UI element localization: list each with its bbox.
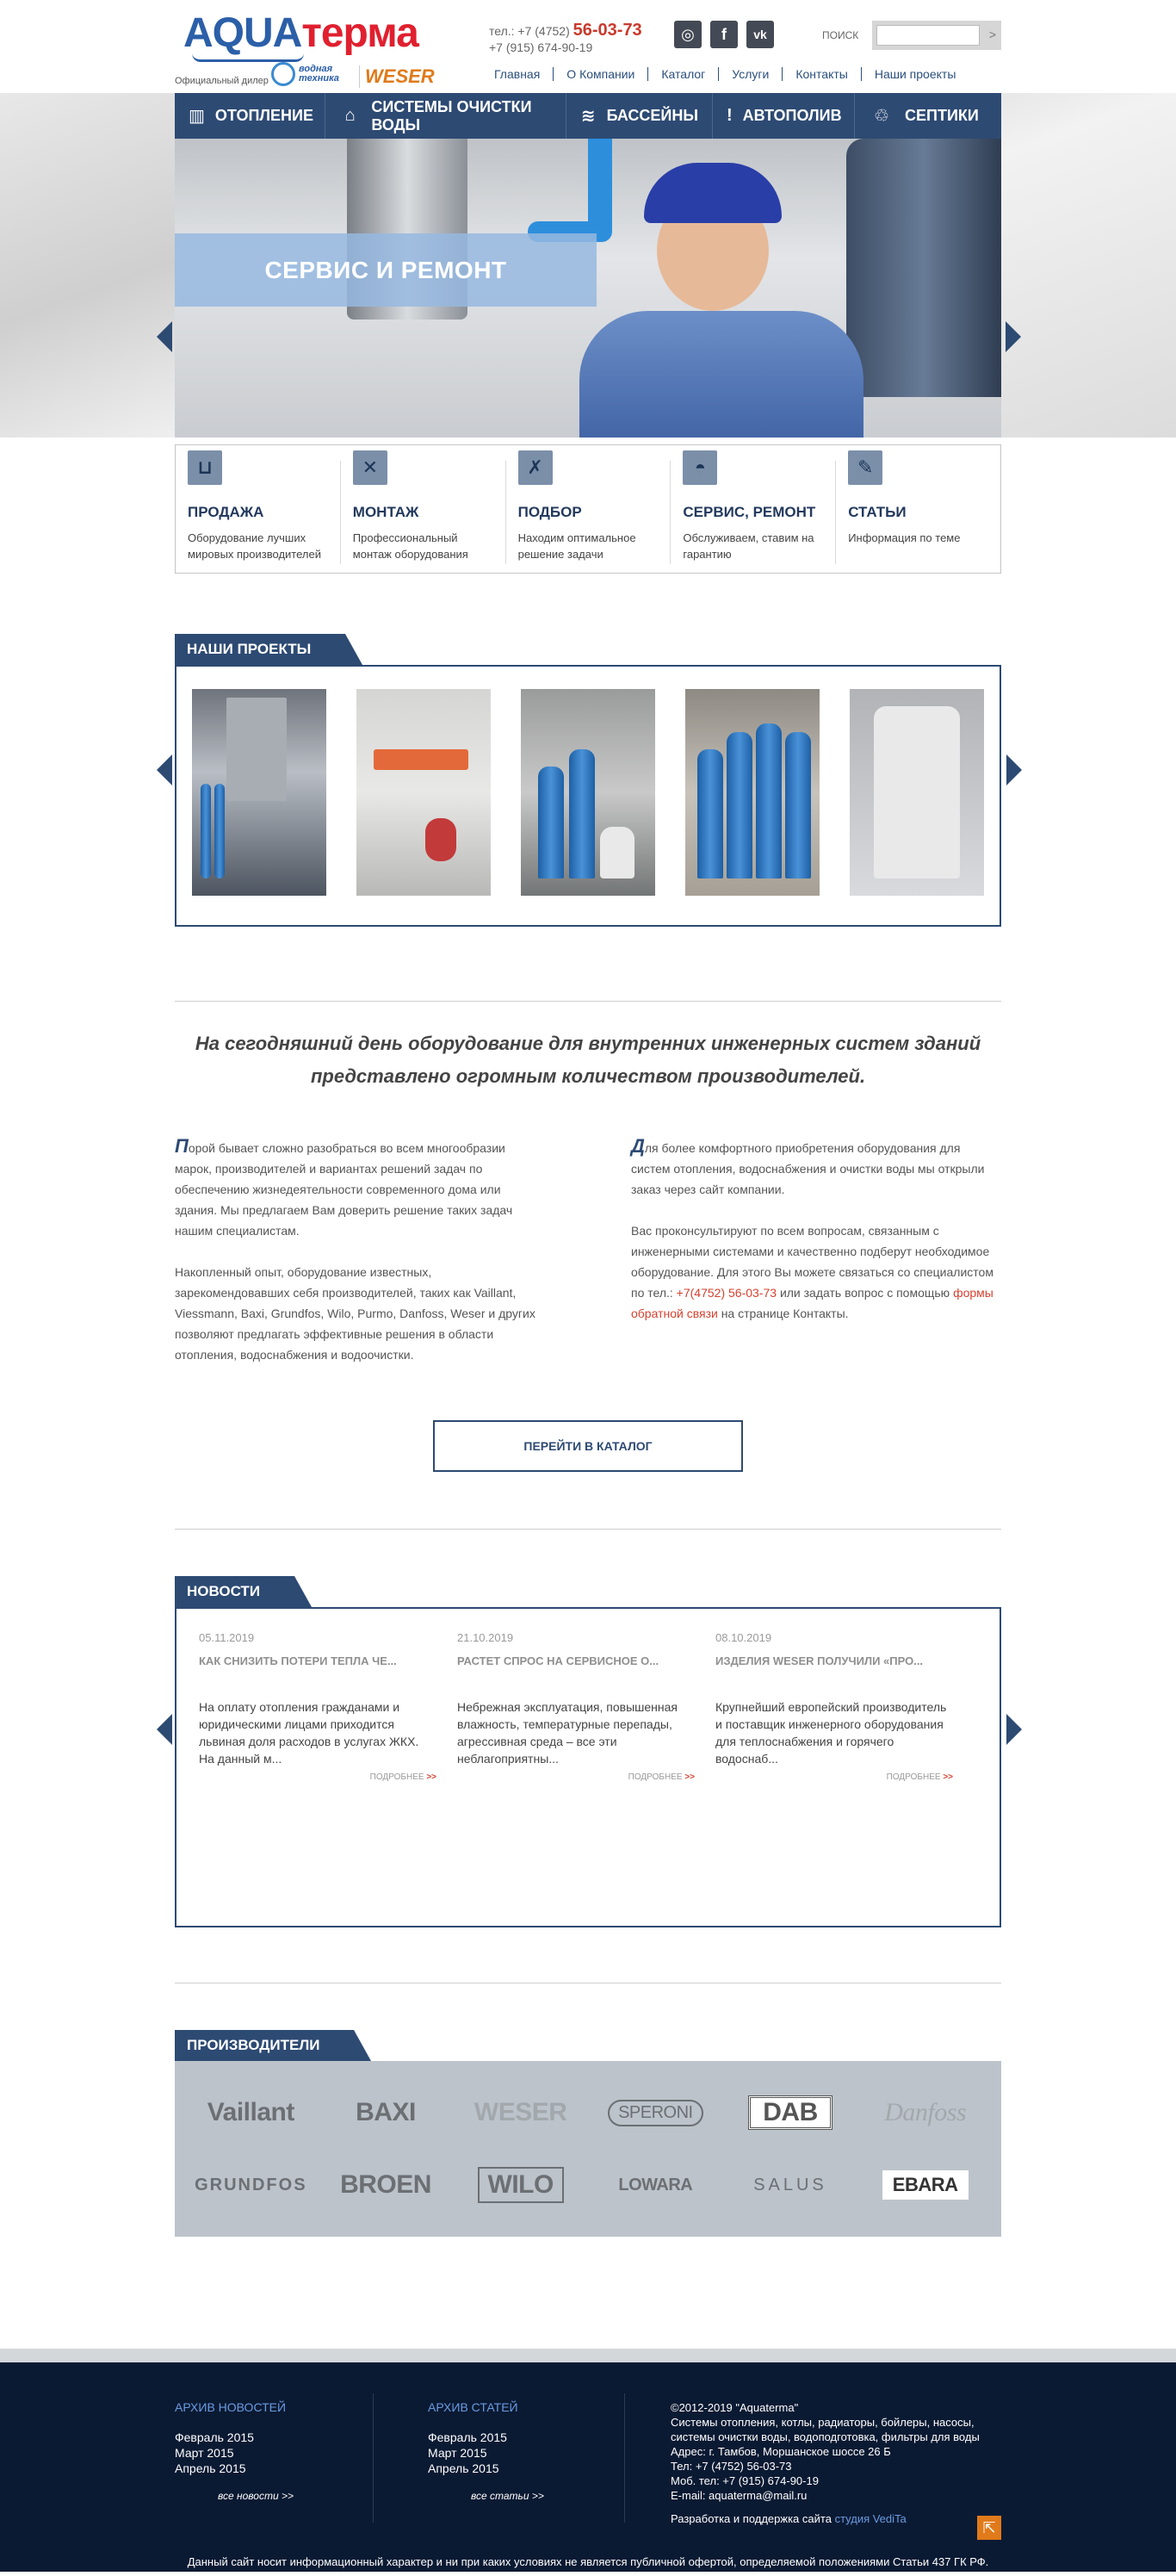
archive-link[interactable]: Апрель 2015: [428, 2461, 499, 2475]
more-arrow-icon: >>: [684, 1772, 695, 1782]
wrench-icon: ✗: [518, 450, 553, 485]
nav-catalog[interactable]: Каталог: [647, 67, 718, 81]
brand-logo[interactable]: BROEN: [340, 2170, 431, 2199]
go-to-catalog-button[interactable]: ПЕРЕЙТИ В КАТАЛОГ: [433, 1420, 743, 1472]
service-desc: Обслуживаем, ставим на гарантию: [683, 531, 814, 561]
news-more-link[interactable]: [199, 1772, 436, 1782]
divider: [175, 1001, 1001, 1002]
pool-icon: ≋: [580, 107, 596, 126]
hero: [0, 93, 1176, 438]
intro-section: [175, 1027, 1001, 1472]
news-more-link[interactable]: [457, 1772, 695, 1782]
news-title[interactable]: РАСТЕТ СПРОС НА СЕРВИСНОЕ О...: [457, 1654, 659, 1667]
cat-pools-label: БАССЕЙНЫ: [606, 107, 698, 124]
service-title: ПРОДАЖА: [188, 504, 264, 520]
service-title: ПОДБОР: [517, 504, 582, 520]
footer-address: Адрес: г. Тамбов, Моршанское шоссе 26 Б: [671, 2445, 891, 2458]
hero-next-arrow-icon[interactable]: [1006, 321, 1021, 352]
projects-heading: НАШИ ПРОЕКТЫ: [175, 634, 345, 665]
intro-heading: [175, 1027, 1001, 1093]
more-label: ПОДРОБНЕЕ: [369, 1772, 424, 1782]
social-links: [674, 21, 774, 48]
brand-logo[interactable]: SPERONI: [608, 2100, 703, 2126]
cat-septic-label: СЕПТИКИ: [905, 107, 979, 124]
footer-info: [671, 2400, 1001, 2526]
phone-main[interactable]: 56-03-73: [573, 21, 642, 40]
service-item[interactable]: [176, 456, 341, 564]
intro-left-p1: орой бывает сложно разобраться во всем многообразии марок, производителей и вариантах решений задач по обеспечению жизнедеятельности современного дома или здания. Мы предлагаем Вам доверить решение таких задач нашим специалистам.: [175, 1141, 513, 1238]
cat-pools[interactable]: [566, 93, 713, 139]
projects-next-arrow-icon[interactable]: [1006, 754, 1022, 785]
facebook-icon[interactable]: f: [710, 21, 738, 48]
site-header: [175, 0, 1001, 93]
dev-studio-link[interactable]: студия VediTa: [834, 2512, 907, 2525]
archive-link[interactable]: Март 2015: [175, 2446, 234, 2460]
brand-logo[interactable]: GRUNDFOS: [195, 2175, 307, 2194]
slide-softener: [846, 139, 1001, 397]
brands-section: [175, 2030, 1001, 2237]
slide-worker-body: [579, 311, 863, 438]
brand-logo[interactable]: DAB: [748, 2095, 832, 2130]
house-icon: ⌂: [344, 106, 356, 125]
header-phones: [489, 21, 642, 54]
intro-phone-link[interactable]: +7(4752) 56-03-73: [676, 1286, 777, 1300]
archive-link[interactable]: Апрель 2015: [175, 2461, 246, 2475]
project-photo[interactable]: [521, 689, 655, 896]
services-strip: [175, 444, 1001, 574]
basket-icon: ⊔: [188, 450, 222, 485]
all-news-link[interactable]: все новости >>: [218, 2490, 294, 2502]
search-go-icon[interactable]: >: [988, 28, 996, 41]
cat-heating[interactable]: [175, 93, 325, 139]
footer-separator: [373, 2393, 374, 2523]
intro-left-column: [175, 1136, 545, 1386]
news-text: Небрежная эксплуатация, повышенная влажность, температурные перепады, агрессивная среда – все эти неблагоприятны...: [457, 1700, 678, 1766]
septic-icon: ♲: [874, 107, 889, 126]
more-label: ПОДРОБНЕЕ: [628, 1772, 683, 1782]
cat-irrigation[interactable]: [713, 93, 855, 139]
news-archive: [175, 2400, 381, 2502]
project-photo[interactable]: [685, 689, 820, 896]
news-title[interactable]: ИЗДЕЛИЯ WESER ПОЛУЧИЛИ «ПРО...: [715, 1654, 924, 1667]
hero-slide[interactable]: [175, 139, 1001, 438]
project-photo[interactable]: [192, 689, 326, 896]
nav-services[interactable]: Услуги: [718, 67, 782, 81]
news-date: 08.10.2019: [715, 1631, 772, 1644]
footer-about: Системы отопления, котлы, радиаторы, бойлеры, насосы, системы очистки воды, водоподготовка, фильтры для воды: [671, 2416, 980, 2443]
logo-terma-text: терма: [301, 10, 418, 56]
service-item[interactable]: [671, 456, 836, 564]
intro-right-p2c: на странице Контакты.: [721, 1307, 849, 1320]
brand-logo[interactable]: WILO: [478, 2167, 564, 2203]
nav-contacts[interactable]: Контакты: [782, 67, 860, 81]
news-prev-arrow-icon[interactable]: [157, 1714, 172, 1745]
category-nav: [175, 93, 1001, 139]
partners: [175, 60, 450, 90]
service-title: МОНТАЖ: [352, 504, 419, 520]
all-articles-link[interactable]: все статьи >>: [471, 2490, 544, 2502]
news-carousel: [175, 1607, 1001, 1927]
logo[interactable]: [183, 12, 442, 55]
logo-aqua-text: AQUA: [183, 10, 302, 56]
projects-prev-arrow-icon[interactable]: [157, 754, 172, 785]
cat-irrigation-label: АВТОПОЛИВ: [742, 107, 842, 124]
service-item[interactable]: [341, 456, 506, 564]
more-arrow-icon: >>: [943, 1772, 953, 1782]
divider: [175, 1529, 1001, 1530]
brand-logo[interactable]: LOWARA: [618, 2175, 693, 2194]
instagram-icon[interactable]: ◎: [674, 21, 702, 48]
service-title: СТАТЬИ: [848, 504, 907, 520]
search-label: ПОИСК: [822, 29, 859, 41]
news-date: 05.11.2019: [199, 1631, 255, 1644]
helmet-icon: ◓: [683, 450, 717, 485]
news-item[interactable]: [705, 1631, 963, 1926]
partner-weser[interactable]: WESER: [359, 65, 435, 88]
cat-septic[interactable]: [855, 93, 1001, 139]
nav-projects[interactable]: Наши проекты: [861, 67, 969, 81]
sprinkler-icon: !: [727, 106, 733, 125]
cat-water-label: СИСТЕМЫ ОЧИСТКИ ВОДЫ: [371, 97, 532, 133]
service-item[interactable]: [836, 456, 1000, 564]
projects-section: [175, 634, 1001, 927]
nav-home[interactable]: Главная: [494, 67, 541, 81]
service-desc: Находим оптимальное решение задачи: [517, 531, 636, 561]
nav-about[interactable]: О Компании: [553, 67, 647, 81]
intro-heading-line1: На сегодняшний день оборудование для внутренних инженерных систем зданий: [195, 1033, 981, 1054]
footer-phone: Тел: +7 (4752) 56-03-73: [671, 2460, 792, 2473]
hero-prev-arrow-icon[interactable]: [157, 321, 172, 352]
service-desc: Профессиональный монтаж оборудования: [352, 531, 468, 561]
intro-right-p2a: Вас проконсультируют по всем вопросам, связанным с инженерными системами и качественно подберут необходимое оборудование. Для этого Вы можете связаться со специалистом по тел.:: [631, 1224, 993, 1300]
news-next-arrow-icon[interactable]: [1006, 1714, 1022, 1745]
service-title: СЕРВИС, РЕМОНТ: [683, 504, 816, 520]
news-item[interactable]: [189, 1631, 447, 1926]
footer-email[interactable]: E-mail: aquaterma@mail.ru: [671, 2489, 808, 2502]
articles-archive-title: АРХИВ СТАТЕЙ: [428, 2400, 518, 2414]
service-item[interactable]: [506, 456, 672, 564]
slide-worker-cap: [644, 163, 782, 223]
brand-logo[interactable]: WESER: [473, 2098, 567, 2126]
news-more-link[interactable]: [715, 1772, 953, 1782]
feedback-form-link[interactable]: формы обратной связи: [631, 1286, 993, 1320]
project-photo[interactable]: [850, 689, 984, 896]
brand-logo[interactable]: EBARA: [882, 2170, 969, 2200]
service-desc: Оборудование лучших мировых производителей: [188, 531, 321, 561]
dev-text: Разработка и поддержка сайта: [671, 2512, 832, 2525]
dropcap: Д: [631, 1135, 645, 1157]
footer-separator: [624, 2393, 625, 2523]
brand-logo[interactable]: Danfoss: [884, 2098, 967, 2126]
news-heading: НОВОСТИ: [175, 1576, 294, 1607]
projects-carousel: [175, 665, 1001, 927]
search-box: [872, 21, 1001, 50]
footer-disclaimer: Данный сайт носит информационный характер и ни при каких условиях не является публичной офертой, определяемой положениями Статьи 437 ГК РФ.: [187, 2555, 989, 2568]
dropcap: П: [175, 1135, 189, 1157]
news-text: Крупнейший европейский производитель и поставщик инженерного оборудования для теплоснабжения и горячего водоснаб...: [715, 1700, 947, 1766]
footer-mobile: Моб. тел: +7 (915) 674-90-19: [671, 2474, 819, 2487]
brands-grid: [175, 2061, 1001, 2237]
more-label: ПОДРОБНЕЕ: [886, 1772, 941, 1782]
intro-left-p2: Накопленный опыт, оборудование известных, зарекомендовавших себя производителей, таких как Vaillant, Viessmann, Baxi, Grundfos, Wilo, Purmo, Danfoss, Weser и других позволяют предлагать эффективные решения в области отопления, водоснабжения и водоочистки.: [175, 1265, 535, 1362]
slide-caption: СЕРВИС И РЕМОНТ: [175, 233, 597, 307]
phone-mobile[interactable]: +7 (915) 674-90-19: [489, 40, 593, 54]
archive-link[interactable]: Февраль 2015: [175, 2430, 254, 2444]
search-input[interactable]: [876, 25, 980, 46]
intro-right-p2b: или задать вопрос с помощью: [779, 1286, 950, 1300]
intro-right-p1: ля более комфортного приобретения оборудования для систем отопления, водоснабжения и очистки воды мы открыли заказ через сайт компании.: [631, 1141, 985, 1196]
tools-icon: ✕: [353, 450, 387, 485]
news-section: [175, 1576, 1001, 1927]
project-photo[interactable]: [356, 689, 491, 896]
top-nav: [489, 67, 969, 81]
news-title[interactable]: КАК СНИЗИТЬ ПОТЕРИ ТЕПЛА ЧЕ...: [199, 1654, 397, 1667]
cat-water-treatment[interactable]: [325, 93, 566, 139]
copyright: ©2012-2019 "Aquaterma": [671, 2401, 799, 2414]
partner-logo-icon: [271, 62, 295, 86]
arrow-up-icon[interactable]: ⇱: [977, 2516, 1001, 2540]
partner-vodnaya-tehnika[interactable]: [271, 62, 339, 86]
news-item[interactable]: [447, 1631, 705, 1926]
intro-heading-line2: представлено огромным количеством производителей.: [310, 1065, 866, 1087]
archive-link[interactable]: Март 2015: [428, 2446, 487, 2460]
brand-logo[interactable]: BAXI: [356, 2098, 416, 2126]
phone-prefix: тел.: +7 (4752): [489, 24, 570, 38]
news-date: 21.10.2019: [457, 1631, 514, 1644]
intro-right-column: [631, 1136, 1001, 1386]
dealer-text: Официальный дилер: [175, 76, 269, 86]
brands-heading: ПРОИЗВОДИТЕЛИ: [175, 2030, 354, 2061]
site-footer: [0, 2349, 1176, 2572]
edit-icon: ✎: [848, 450, 882, 485]
service-desc: Информация по теме: [848, 531, 961, 544]
brand-logo[interactable]: SALUS: [753, 2175, 827, 2194]
news-text: На оплату отопления гражданами и юридическими лицами приходится львиная доля расходов в услугах ЖКХ. На данный м...: [199, 1700, 419, 1766]
partner1-line2: техника: [299, 73, 339, 84]
more-arrow-icon: >>: [426, 1772, 436, 1782]
news-archive-title: АРХИВ НОВОСТЕЙ: [175, 2400, 287, 2414]
vk-icon[interactable]: vk: [746, 21, 774, 48]
radiator-icon: ▥: [189, 107, 205, 126]
archive-link[interactable]: Февраль 2015: [428, 2430, 507, 2444]
cat-heating-label: ОТОПЛЕНИЕ: [214, 107, 313, 124]
partner1-line1: водная: [299, 64, 333, 74]
brand-logo[interactable]: Vaillant: [207, 2098, 294, 2126]
articles-archive: [428, 2400, 634, 2502]
